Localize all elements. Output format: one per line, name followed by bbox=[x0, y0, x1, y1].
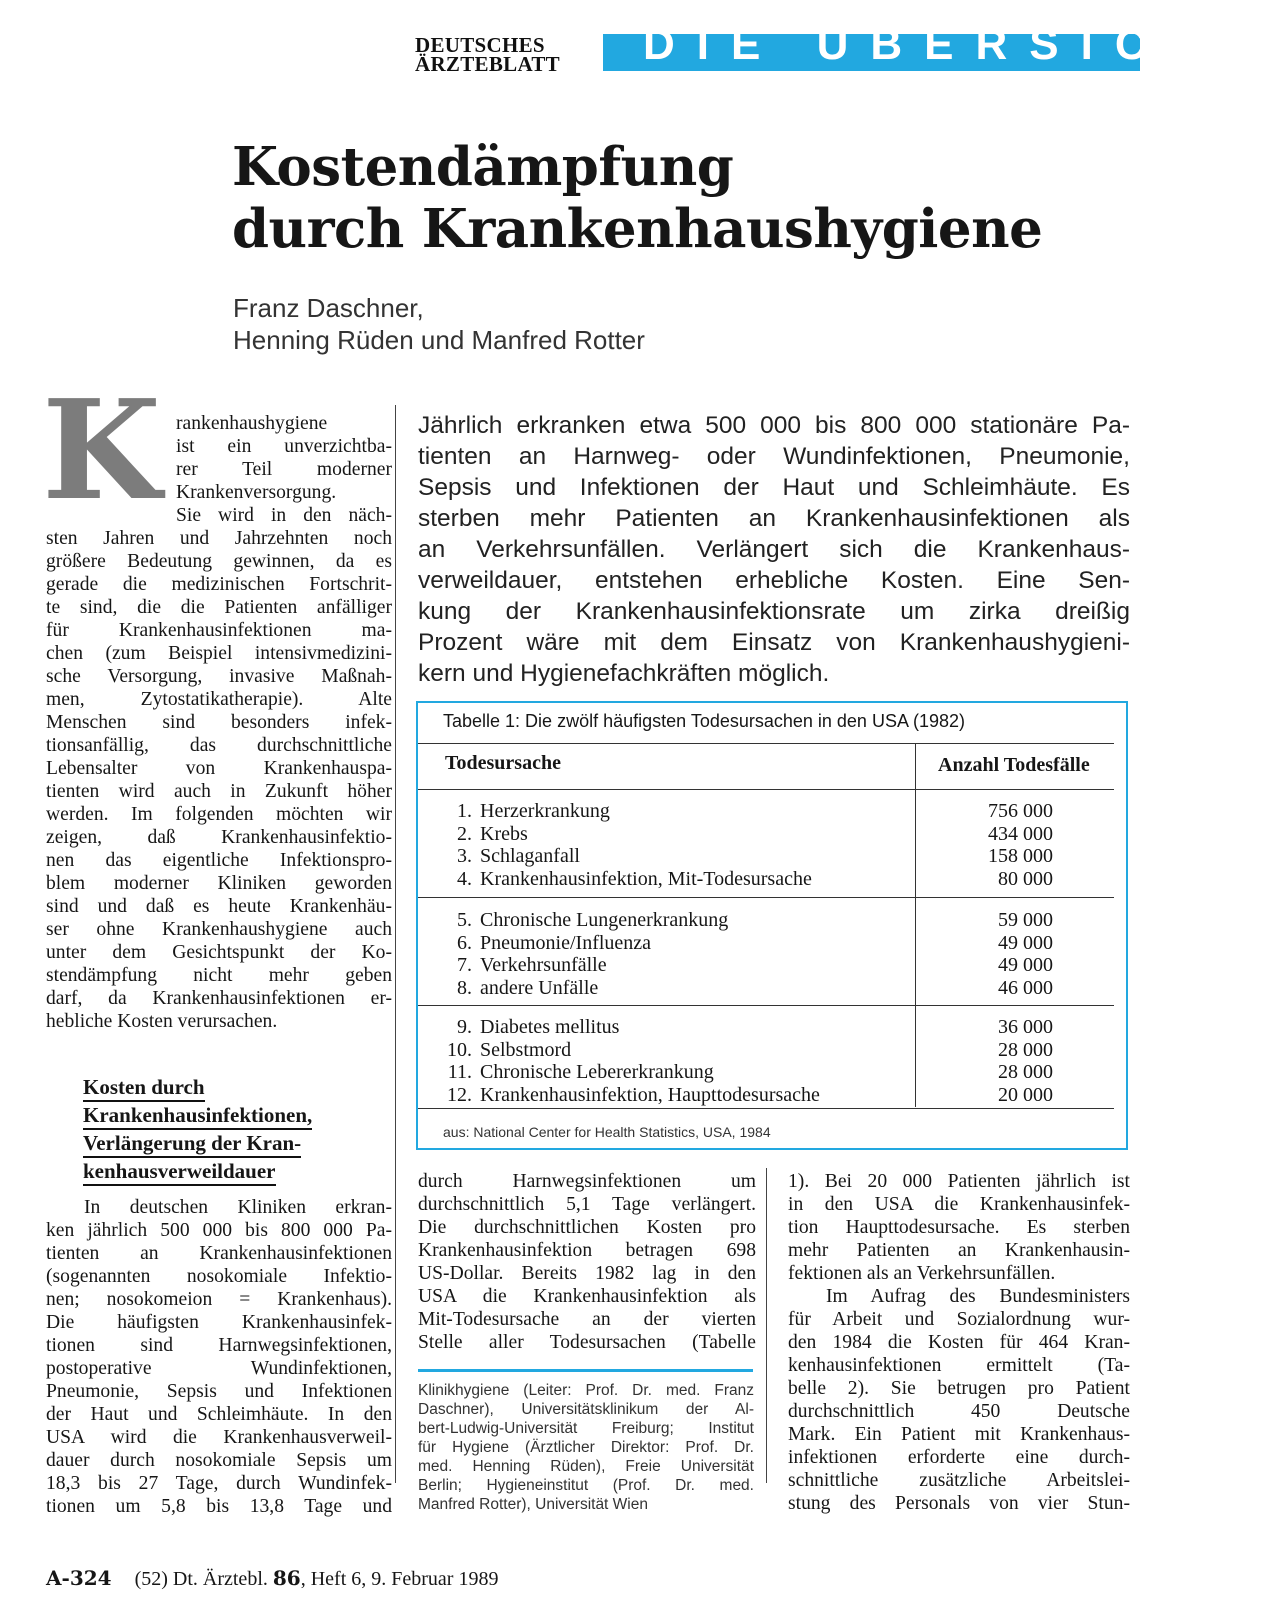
text-line: Berlin; Hygieneinstitut (Prof. Dr. med. bbox=[418, 1477, 754, 1494]
footnote-rule bbox=[418, 1369, 753, 1372]
table-row bbox=[445, 909, 728, 932]
cause-cell: Chronische Lebererkrankung bbox=[480, 1061, 714, 1083]
section-heading-line: Krankenhausinfektionen, bbox=[83, 1102, 312, 1130]
text-line: sche Versorgung, invasive Maßnah- bbox=[46, 666, 392, 687]
brand-line-2: ÄRZTEBLATT bbox=[415, 52, 560, 76]
text-line: Krankenhausinfektion betragen 698 bbox=[418, 1240, 756, 1261]
count-cell: 46 000 bbox=[998, 976, 1053, 999]
text-line: fektionen als an Verkehrsunfällen. bbox=[788, 1263, 1056, 1284]
text-line: Jährlich erkranken etwa 500 000 bis 800 000 stationäre Pa- bbox=[418, 412, 1130, 439]
row-number: 6. bbox=[457, 931, 472, 954]
text-line: der Haut und Schleimhäute. In den bbox=[46, 1404, 392, 1425]
row-number: 9. bbox=[457, 1016, 472, 1038]
text-line: Klinikhygiene (Leiter: Prof. Dr. med. Franz bbox=[418, 1382, 754, 1399]
text-line: 18,3 bis 27 Tage, durch Wundinfek- bbox=[46, 1473, 392, 1494]
cause-cell: Selbstmord bbox=[480, 1038, 572, 1061]
page-footer bbox=[46, 1566, 498, 1591]
text-line: Lebensalter von Krankenhauspa- bbox=[46, 758, 392, 779]
cause-cell: Schlaganfall bbox=[480, 845, 580, 867]
intro-abstract bbox=[418, 410, 1130, 689]
text-line: sten Jahren und Jahrzehnten noch bbox=[46, 528, 392, 549]
count-cell: 756 000 bbox=[988, 800, 1053, 822]
text-line: den 1984 die Kosten für 464 Kran- bbox=[788, 1332, 1130, 1353]
text-line: 1). Bei 20 000 Patienten jährlich ist bbox=[788, 1171, 1130, 1192]
text-line: te sind, die die Patienten anfälliger bbox=[46, 597, 392, 618]
table-header-count: Anzahl Todesfälle bbox=[938, 754, 1090, 776]
title-line-2: durch Krankenhaushygiene bbox=[232, 198, 1043, 260]
cause-cell: Pneumonie/Influenza bbox=[480, 931, 652, 954]
text-line: ist ein unverzichtba- bbox=[176, 436, 392, 457]
text-line: Sie wird in den näch- bbox=[176, 505, 392, 526]
row-number: 2. bbox=[457, 822, 472, 845]
count-cell: 20 000 bbox=[998, 1083, 1053, 1106]
cause-cell: Krankenhausinfektion, Haupttodesursache bbox=[480, 1083, 820, 1106]
text-line: sterben mehr Patienten an Krankenhausinfektionen als bbox=[418, 505, 1130, 532]
table-row bbox=[445, 823, 528, 846]
row-number: 5. bbox=[457, 909, 472, 931]
journal-brand bbox=[415, 33, 560, 76]
text-line: gerade die medizinischen Fortschrit- bbox=[46, 574, 392, 595]
text-line: stendämpfung nicht mehr geben bbox=[46, 965, 392, 986]
text-line: postoperative Wundinfektionen, bbox=[46, 1358, 392, 1379]
text-line: an Verkehrsunfällen. Verlängert sich die Krankenhaus- bbox=[418, 536, 1130, 563]
table-rule bbox=[418, 1108, 1114, 1109]
authors-line-2: Henning Rüden und Manfred Rotter bbox=[233, 325, 645, 355]
cause-cell: andere Unfälle bbox=[480, 976, 599, 999]
text-line: schnittliche zusätzliche Arbeitslei- bbox=[788, 1470, 1130, 1491]
text-line: Pneumonie, Sepsis und Infektionen bbox=[46, 1381, 392, 1402]
text-line: Die häufigsten Krankenhausinfek- bbox=[46, 1312, 392, 1333]
count-cell: 28 000 bbox=[998, 1038, 1053, 1061]
text-line: tienten an Krankenhausinfektionen bbox=[46, 1243, 392, 1264]
article-authors bbox=[233, 292, 645, 356]
text-line: rer Teil moderner bbox=[176, 459, 392, 480]
text-line: men, Zytostatikatherapie). Alte bbox=[46, 689, 392, 710]
text-line: darf, da Krankenhausinfektionen er- bbox=[46, 988, 392, 1009]
text-line: USA die Krankenhausinfektion als bbox=[418, 1286, 756, 1307]
row-number: 3. bbox=[457, 845, 472, 867]
count-cell: 59 000 bbox=[998, 909, 1053, 931]
table-row bbox=[445, 1016, 619, 1039]
text-line: hebliche Kosten verursachen. bbox=[46, 1011, 278, 1032]
text-line: für Arbeit und Sozialordnung wur- bbox=[788, 1309, 1130, 1330]
count-cell: 49 000 bbox=[998, 931, 1053, 954]
text-line: werden. Im folgenden möchten wir bbox=[46, 804, 392, 825]
body-column-middle bbox=[418, 1170, 756, 1354]
row-number: 12. bbox=[447, 1083, 472, 1106]
text-line: US-Dollar. Bereits 1982 lag in den bbox=[418, 1263, 756, 1284]
section-heading-line: kenhausverweildauer bbox=[83, 1158, 276, 1186]
column-rule-right bbox=[766, 1168, 767, 1483]
text-line: tionen um 5,8 bis 13,8 Tage und bbox=[46, 1496, 392, 1517]
text-line: Menschen sind besonders infek- bbox=[46, 712, 392, 733]
volume-number: 86 bbox=[272, 1566, 301, 1590]
row-number: 1. bbox=[457, 800, 472, 822]
text-line: für Krankenhausinfektionen ma- bbox=[46, 620, 392, 641]
table-row bbox=[445, 845, 580, 868]
issue-date: , Heft 6, 9. Februar 1989 bbox=[300, 1568, 499, 1590]
table-row bbox=[445, 932, 651, 955]
text-line: Im Aufrag des Bundesministers bbox=[826, 1286, 1130, 1307]
row-number: 4. bbox=[457, 867, 472, 890]
count-cell: 80 000 bbox=[998, 867, 1053, 890]
page-number: A-324 bbox=[46, 1566, 112, 1590]
lead-column bbox=[42, 370, 392, 1033]
author-affiliations bbox=[418, 1381, 754, 1514]
section-heading-line: Verlängerung der Kran- bbox=[83, 1130, 301, 1158]
cause-cell: Krebs bbox=[480, 822, 528, 845]
text-line: Die durchschnittlichen Kosten pro bbox=[418, 1217, 756, 1238]
text-line: Krankenversorgung. bbox=[176, 482, 337, 503]
cause-cell: Verkehrsunfälle bbox=[480, 954, 607, 976]
cause-cell: Krankenhausinfektion, Mit-Todesursache bbox=[480, 867, 812, 890]
table-caption: Tabelle 1: Die zwölf häufigsten Todesursachen in den USA (1982) bbox=[443, 711, 965, 731]
text-line: USA wird die Krankenhausverweil- bbox=[46, 1427, 392, 1448]
table-row bbox=[445, 868, 812, 891]
table-rule bbox=[418, 1005, 1114, 1006]
text-line: sind und daß es heute Krankenhäu- bbox=[46, 896, 392, 917]
text-line: nen; nosokomeion = Krankenhaus). bbox=[46, 1289, 392, 1310]
text-line: unter dem Gesichtspunkt der Ko- bbox=[46, 942, 392, 963]
text-line: tionen sind Harnwegsinfektionen, bbox=[46, 1335, 392, 1356]
row-number: 11. bbox=[447, 1061, 472, 1083]
section-heading-line: Kosten durch bbox=[83, 1074, 205, 1102]
count-cell: 158 000 bbox=[988, 845, 1053, 867]
text-line: ser ohne Krankenhaushygiene auch bbox=[46, 919, 392, 940]
table-rule bbox=[418, 743, 1114, 744]
table-row bbox=[445, 1084, 820, 1107]
text-line: Manfred Rotter), Universität Wien bbox=[418, 1496, 648, 1513]
text-line: in den USA die Krankenhausinfek- bbox=[788, 1194, 1130, 1215]
text-line: mehr Patienten an Krankenhausin- bbox=[788, 1240, 1130, 1261]
cause-cell: Chronische Lungenerkrankung bbox=[480, 909, 729, 931]
cause-cell: Herzerkrankung bbox=[480, 800, 610, 822]
text-line: blem moderner Kliniken geworden bbox=[46, 873, 392, 894]
authors-line-1: Franz Daschner, bbox=[233, 293, 424, 323]
text-line: Sepsis und Infektionen der Haut und Schleimhäute. Es bbox=[418, 474, 1130, 501]
body-column-right bbox=[788, 1170, 1130, 1515]
table-header-cause: Todesursache bbox=[445, 752, 561, 774]
count-cell: 434 000 bbox=[988, 822, 1053, 845]
text-line: infektionen erforderte eine durch- bbox=[788, 1447, 1130, 1468]
table-row bbox=[445, 954, 607, 977]
text-line: tion Haupttodesursache. Es sterben bbox=[788, 1217, 1130, 1238]
text-line: rankenhaushygiene bbox=[176, 413, 328, 434]
text-line: kung der Krankenhausinfektionsrate um zirka dreißig bbox=[418, 598, 1130, 625]
text-line: tionsanfällig, das durchschnittliche bbox=[46, 735, 392, 756]
text-line: stung des Personals von vier Stun- bbox=[788, 1493, 1130, 1514]
text-line: chen (zum Beispiel intensivmedizini- bbox=[46, 643, 392, 664]
text-line: verweildauer, entstehen erhebliche Kosten. Eine Sen- bbox=[418, 567, 1130, 594]
article-title bbox=[232, 136, 1042, 260]
issue-info: (52) Dt. Ärztebl. bbox=[134, 1568, 268, 1590]
column-rule-left bbox=[395, 405, 396, 1483]
text-line: tienten wird auch in Zukunft höher bbox=[46, 781, 392, 802]
text-line: kern und Hygienefachkräften möglich. bbox=[418, 660, 830, 687]
text-line: ken jährlich 500 000 bis 800 000 Pa- bbox=[46, 1220, 392, 1241]
count-cell: 36 000 bbox=[998, 1016, 1053, 1038]
text-line: durchschnittlich 450 Deutsche bbox=[788, 1401, 1130, 1422]
text-line: Stelle aller Todesursachen (Tabelle bbox=[418, 1332, 756, 1353]
text-line: In deutschen Kliniken erkran- bbox=[84, 1197, 392, 1218]
table-source: aus: National Center for Health Statistics, USA, 1984 bbox=[443, 1124, 771, 1140]
text-line: med. Henning Rüden), Freie Universität bbox=[418, 1458, 754, 1475]
text-line: Prozent wäre mit dem Einsatz von Krankenhaushygieni- bbox=[418, 629, 1130, 656]
table-row bbox=[445, 1061, 714, 1084]
table-row bbox=[445, 1039, 571, 1062]
text-line: bert-Ludwig-Universität Freiburg; Institut bbox=[418, 1420, 754, 1437]
text-line: zeigen, daß Krankenhausinfektio- bbox=[46, 827, 392, 848]
text-line: nen das eigentliche Infektionspro- bbox=[46, 850, 392, 871]
text-line: belle 2). Sie betrugen pro Patient bbox=[788, 1378, 1130, 1399]
text-line: Daschner), Universitätsklinikum der Al- bbox=[418, 1401, 754, 1418]
count-cell: 28 000 bbox=[998, 1061, 1053, 1083]
text-line: kenhausinfektionen ermittelt (Ta- bbox=[788, 1355, 1130, 1376]
drop-cap: K bbox=[42, 370, 162, 531]
table-rule bbox=[418, 897, 1114, 898]
title-line-1: Kostendämpfung bbox=[232, 136, 734, 198]
text-line: Mit-Todesursache an der vierten bbox=[418, 1309, 756, 1330]
text-line: für Hygiene (Ärztlicher Direktor: Prof. Dr. bbox=[418, 1439, 754, 1456]
text-line: größere Bedeutung gewinnen, da es bbox=[46, 551, 392, 572]
section-banner bbox=[603, 20, 1271, 71]
table-rule bbox=[418, 789, 1114, 790]
section-heading bbox=[83, 1074, 381, 1186]
section-banner-text: DIE ÜBERSICHT bbox=[643, 20, 1271, 69]
row-number: 10. bbox=[447, 1038, 472, 1061]
text-line: durchschnittlich 5,1 Tage verlängert. bbox=[418, 1194, 756, 1215]
body-column-left bbox=[46, 1196, 392, 1518]
text-line: dauer durch nosokomiale Sepsis um bbox=[46, 1450, 392, 1471]
text-line: (sogenannten nosokomiale Infektio- bbox=[46, 1266, 392, 1287]
text-line: Mark. Ein Patient mit Krankenhaus- bbox=[788, 1424, 1130, 1445]
text-line: durch Harnwegsinfektionen um bbox=[418, 1171, 756, 1192]
brand-line-1: DEUTSCHES bbox=[415, 33, 545, 57]
row-number: 8. bbox=[457, 976, 472, 999]
count-cell: 49 000 bbox=[998, 954, 1053, 976]
row-number: 7. bbox=[457, 954, 472, 976]
cause-cell: Diabetes mellitus bbox=[480, 1016, 620, 1038]
table-row bbox=[445, 800, 610, 823]
text-line: tienten an Harnweg- oder Wundinfektionen, Pneumonie, bbox=[418, 443, 1130, 470]
table-row bbox=[445, 977, 598, 1000]
